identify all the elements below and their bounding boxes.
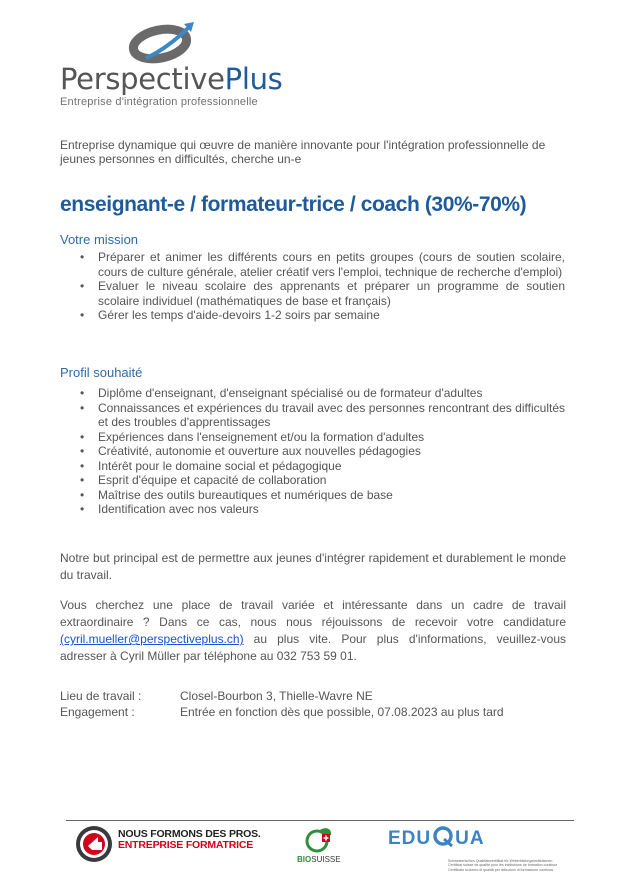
list-item: • Evaluer le niveau scolaire des apprenants et préparer un programme de soutien scolaire individuel (mathématiques de base et français) xyxy=(80,279,565,308)
entreprise-formatrice-text xyxy=(118,829,261,851)
list-item: • Gérer les temps d'aide-devoirs 1-2 soirs par semaine xyxy=(80,308,565,323)
list-item: • Maîtrise des outils bureautiques et numériques de base xyxy=(80,488,565,503)
bio-suisse-part-a: BIO xyxy=(297,855,312,864)
brand-name-part-b: Plus xyxy=(224,62,283,96)
bio-suisse-part-b: SUISSE xyxy=(311,855,341,864)
footer-divider xyxy=(66,820,574,821)
engagement-value: Entrée en fonction dès que possible, 07.08.2023 au plus tard xyxy=(180,705,504,719)
contact-text-after: au plus vite. Pour plus d'informations, veuillez-vous adresser à Cyril Müller par téléphone au 032 753 59 01. xyxy=(60,632,566,663)
eduqua-logo xyxy=(388,825,485,850)
eduqua-q-icon xyxy=(432,825,454,847)
formons-line2: ENTREPRISE FORMATRICE xyxy=(118,839,254,851)
intro-text: Entreprise dynamique qui œuvre de manière innovante pour l'intégration professionnelle de jeunes personnes en difficultés, cherche un-e xyxy=(60,138,546,166)
list-item: • Préparer et animer les différents cours en petits groupes (cours de soutien scolaire, cours de culture générale, atelier créatif vers l'emploi, technique de recherche d'emploi) xyxy=(80,250,565,279)
job-title: enseignant-e / formateur-trice / coach (30%-70%) xyxy=(60,193,527,216)
list-item: • Créativité, autonomie et ouverture aux nouvelles pédagogies xyxy=(80,444,565,459)
brand-tagline: Entreprise d'intégration professionnelle xyxy=(60,96,258,108)
detail-lieu xyxy=(60,688,373,704)
email-link[interactable]: (cyril.mueller@perspectiveplus.ch) xyxy=(60,632,244,646)
bio-suisse-text xyxy=(297,855,341,864)
entreprise-formatrice-logo-icon xyxy=(74,824,114,864)
eduqua-part-b: UA xyxy=(455,828,485,849)
list-item: • Connaissances et expériences du travail avec des personnes rencontrant des difficultés et des troubles d'apprentissages xyxy=(80,401,565,430)
mission-list xyxy=(80,250,565,323)
mission-heading: Votre mission xyxy=(60,232,139,247)
formons-line1: NOUS FORMONS DES PROS. xyxy=(118,828,261,840)
list-item: • Intérêt pour le domaine social et pédagogique xyxy=(80,459,565,474)
engagement-label: Engagement : xyxy=(60,705,135,719)
list-item: • Esprit d'équipe et capacité de collaboration xyxy=(80,473,565,488)
eduqua-part-a: EDU xyxy=(388,828,432,849)
list-item: • Diplôme d'enseignant, d'enseignant spécialisé ou de formateur d'adultes xyxy=(80,386,565,401)
list-item: • Identification avec nos valeurs xyxy=(80,502,565,517)
list-item: • Expériences dans l'enseignement et/ou la formation d'adultes xyxy=(80,430,565,445)
contact-text-before: Vous cherchez une place de travail variée et intéressante dans un cadre de travail extraordinaire ? Dans ce cas, nous nous réjouissons de recevoir votre candidature xyxy=(60,598,566,629)
goal-text: Notre but principal est de permettre aux jeunes d'intégrer rapidement et durablement le monde du travail. xyxy=(60,551,566,582)
profil-heading: Profil souhaité xyxy=(60,365,143,380)
profil-list xyxy=(80,386,565,517)
contact-text xyxy=(60,597,566,665)
bio-suisse-logo-icon xyxy=(304,826,334,854)
detail-engagement xyxy=(60,704,504,720)
brand-name xyxy=(60,62,283,96)
lieu-value: Closel-Bourbon 3, Thielle-Wavre NE xyxy=(180,689,373,703)
lieu-label: Lieu de travail : xyxy=(60,689,142,703)
eduqua-certificate-text: Schweizerisches Qualitätszertifikat für Weiterbildungsinstitutionen Certificat suisse de qualité pour les institutions de formation continue Certificato svizzero di qualità per istituzioni di formazione continua xyxy=(448,859,558,872)
brand-name-part-a: Perspective xyxy=(60,62,225,96)
